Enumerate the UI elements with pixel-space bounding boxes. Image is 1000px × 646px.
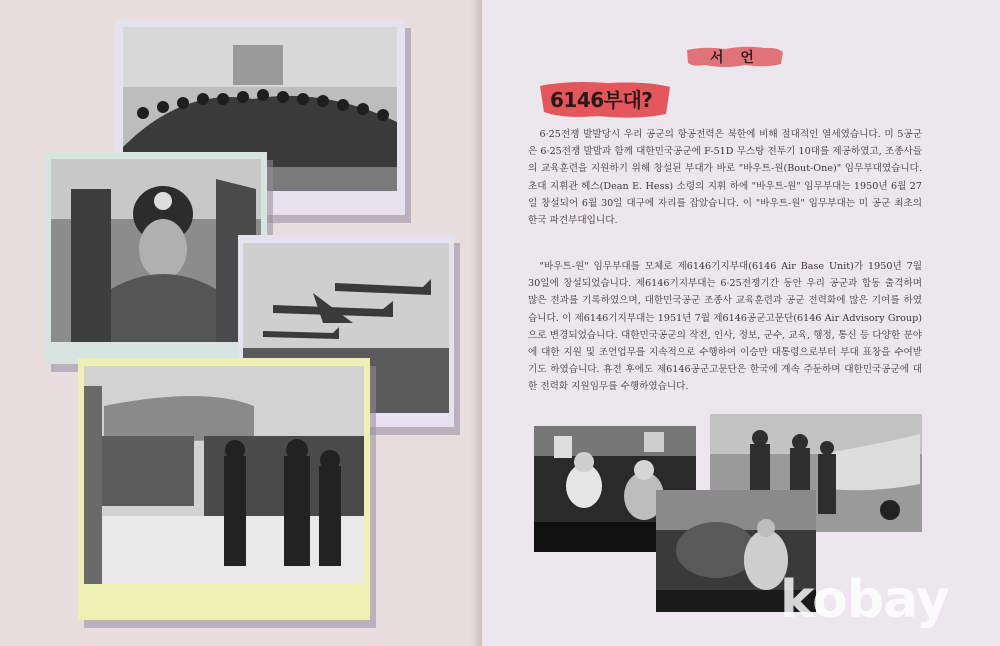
photo-pilot-in-cockpit <box>51 159 261 342</box>
section-banner <box>685 44 785 70</box>
section-banner-text: 서 언 <box>710 50 760 66</box>
headline <box>538 78 678 122</box>
intro-paragraph-1: 6·25전쟁 발발당시 우리 공군의 항공전력은 북한에 비해 절대적인 열세였습니다. 미 5공군은 6·25전쟁 발발과 함께 대한민국공군에 F-51D 무스탕 전투기 10대를 제공하였고, 조종사들의 교육훈련을 지원하기 위해 창설된 부대가 바로 "바우트-원(Bout-One)" 임무부대였습니다. 초대 지휘관 헤스(Dean E. Hess) 소령의 지휘 하에 "바우트-원" 임무부대는 1950년 6월 27일 창설되어 6월 30일 대구에 자리를 잡았습니다. 이 "바우트-원" 임무부대는 미 공군 최초의 한국 파견부대입니다. <box>528 129 922 227</box>
photo-frame-ground <box>78 358 370 620</box>
photo-officers-by-aircraft <box>84 366 364 584</box>
intro-paragraph-2: "바우트-원" 임무부대를 모체로 제6146기지부대(6146 Air Base Unit)가 1950년 7월 30일에 창설되었습니다. 제6146기지부대는 6·25전쟁기간 동안 우리 공군과 합동 출격하며 많은 전과를 기록하였으며, 대한민국공군 조종사 교육훈련과 공군 전력화에 많은 기여를 하였습니다. 이 제6146기지부대는 1951년 7월 제6146공군고문단(6146 Air Advisory Group)으로 변경되었습니다. 대한민국공군의 작전, 인사, 정보, 군수, 교육, 행정, 통신 등 다양한 분야에 대한 지원 및 조언업무를 지속적으로 수행하여 이승만 대통령으로부터 부대 표창을 수여받기도 하였습니다. 휴전 후에도 제6146공군고문단은 한국에 계속 주둔하며 대한민국공군에 대한 전력화 지원임무를 수행하였습니다. <box>528 261 922 393</box>
headline-text: 6146부대? <box>550 88 653 112</box>
photo-frame-pilot <box>45 152 267 364</box>
kobay-watermark: kobay <box>780 570 949 630</box>
left-page <box>0 0 482 646</box>
